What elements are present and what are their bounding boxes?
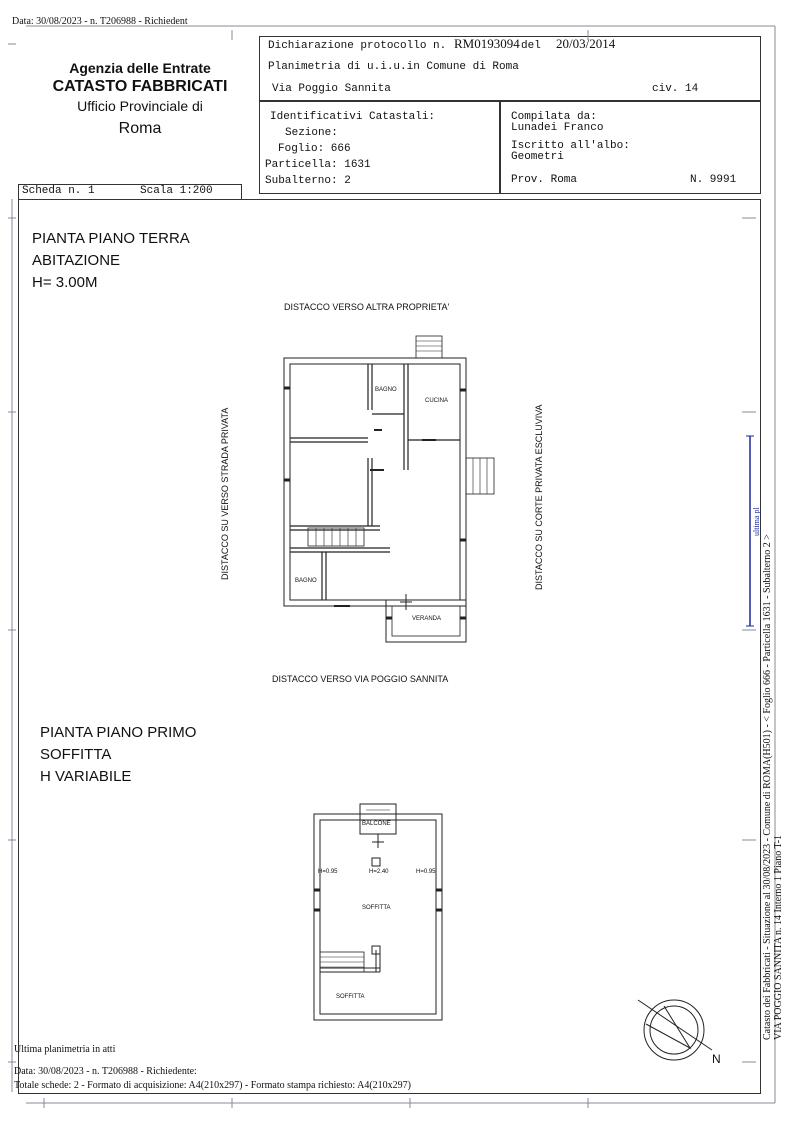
register-value: Geometri: [511, 151, 564, 163]
office-city: Roma: [118, 120, 162, 137]
ground-floor-use: ABITAZIONE: [32, 252, 121, 269]
footer-request: Data: 30/08/2023 - n. T206988 - Richiedente:: [14, 1066, 197, 1077]
first-floor-use: SOFFITTA: [40, 746, 112, 763]
civic-number: civ. 14: [652, 83, 699, 95]
scheda-number: Scheda n. 1: [22, 185, 95, 197]
ground-bottom-label: DISTACCO VERSO VIA POGGIO SANNITA: [272, 674, 449, 684]
right-margin-mark: ultima pl: [752, 507, 761, 536]
room-soffitta-1: SOFFITTA: [362, 905, 391, 911]
height-center: H=2.40: [369, 869, 389, 875]
room-veranda: VERANDA: [412, 616, 442, 622]
identifiers-title: Identificativi Catastali:: [270, 111, 436, 123]
first-floor-title: PIANTA PIANO PRIMO: [40, 724, 197, 741]
right-margin-address: VIA POGGIO SANNITA n. 14 Interno 1 Piano T-1: [773, 834, 784, 1040]
ground-right-label: DISTACCO SU CORTE PRIVATA ESCLUVIVA: [534, 404, 544, 590]
right-margin-catasto: Catasto dei Fabbricati - Situazione al 30/08/2023 - Comune di ROMA(H501) - < Foglio 666 - Particella 1631 - Subalterno 2 >: [762, 534, 773, 1040]
declaration-del: del: [521, 40, 541, 52]
first-floor-height: H VARIABILE: [40, 768, 132, 785]
register-number: N. 9991: [690, 174, 737, 186]
room-bagno-2: BAGNO: [295, 578, 317, 584]
room-bagno-1: BAGNO: [375, 387, 397, 393]
compiled-by-label: Compilata da:: [511, 111, 597, 123]
footer-totals: Totale schede: 2 - Formato di acquisizione: A4(210x297) - Formato stampa richiesto: A4(210x297): [14, 1080, 411, 1091]
declaration-date: 20/03/2014: [556, 36, 616, 51]
particella-field: Particella: 1631: [265, 159, 371, 171]
declaration-label: Dichiarazione protocollo n.: [268, 40, 447, 52]
ground-floor-height: H= 3.00M: [32, 274, 98, 291]
compass-north-label: N: [712, 1052, 721, 1066]
subalterno-field: Subalterno: 2: [265, 175, 351, 187]
ground-floor-title: PIANTA PIANO TERRA: [32, 230, 190, 247]
first-floor-plan: [300, 800, 450, 1025]
agency-name: Agenzia delle Entrate: [69, 60, 211, 76]
height-left: H=0.95: [318, 869, 338, 875]
room-soffitta-2: SOFFITTA: [336, 994, 365, 1000]
province-field: Prov. Roma: [511, 174, 578, 186]
foglio-field: Foglio: 666: [278, 143, 351, 155]
register-label: Iscritto all'albo:: [511, 140, 630, 152]
scale-label: Scala 1:200: [140, 185, 213, 197]
room-balcone: BALCONE: [362, 821, 391, 827]
room-cucina: CUCINA: [425, 398, 449, 404]
ground-top-label: DISTACCO VERSO ALTRA PROPRIETA': [284, 302, 450, 312]
compiler-name: Lunadei Franco: [511, 122, 604, 134]
address-line: Via Poggio Sannita: [272, 83, 391, 95]
top-request-line: Data: 30/08/2023 - n. T206988 - Richiedent: [12, 16, 188, 27]
office-label: Ufficio Provinciale di: [77, 98, 203, 114]
footer-last-plan: Ultima planimetria in atti: [14, 1044, 116, 1055]
ground-left-label: DISTACCO SU VERSO STRADA PRIVATA: [220, 407, 230, 580]
ground-floor-plan: [270, 330, 500, 650]
declaration-number: RM0193094: [454, 36, 520, 51]
catasto-title: CATASTO FABBRICATI: [52, 78, 228, 95]
sezione-field: Sezione:: [285, 127, 338, 139]
planimetria-line: Planimetria di u.i.u.in Comune di Roma: [268, 61, 519, 73]
height-right: H=0.95: [416, 869, 436, 875]
